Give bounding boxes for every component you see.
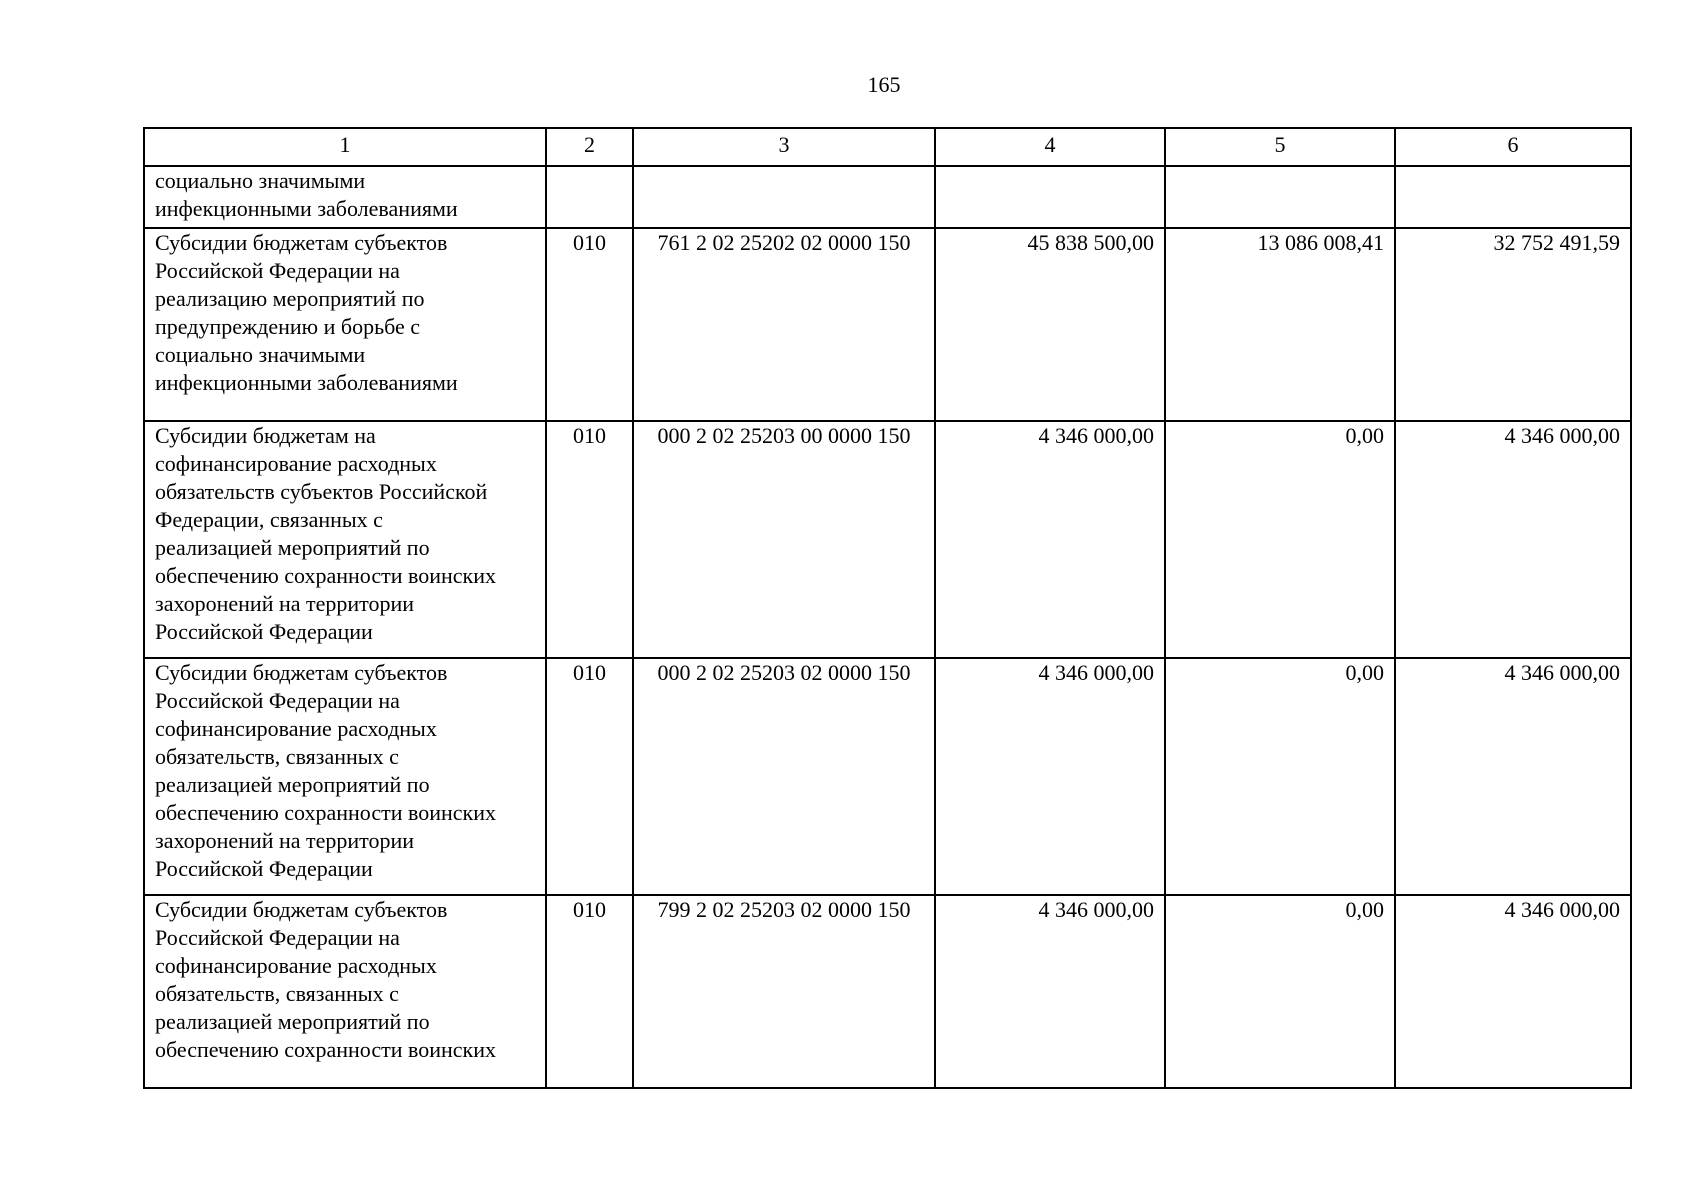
row-code-cell: 010 [546,658,633,895]
row-kbk-cell: 000 2 02 25203 00 0000 150 [633,421,935,658]
table-row [144,166,1631,228]
table-row [144,658,1631,895]
budget-table [143,127,1632,1089]
row-kbk-cell [633,166,935,228]
row-approved-cell: 4 346 000,00 [935,658,1165,895]
row-executed-cell: 13 086 008,41 [1165,228,1395,421]
row-name-cell [144,166,546,228]
column-header-3: 3 [633,128,935,166]
row-name-cell [144,658,546,895]
row-code-cell [546,166,633,228]
row-approved-cell: 4 346 000,00 [935,421,1165,658]
row-name-cell [144,228,546,421]
table-row [144,228,1631,421]
row-code-cell: 010 [546,895,633,1088]
row-code-cell: 010 [546,421,633,658]
row-name-text: Субсидии бюджетам на софинансирование расходных обязательств субъектов Российской Федерации, связанных с реализацией мероприятий по обеспечению сохранности воинских захоронений на территории Российской Федерации [155,423,497,644]
row-kbk-cell: 000 2 02 25203 02 0000 150 [633,658,935,895]
column-header-1: 1 [144,128,546,166]
row-kbk-cell: 799 2 02 25203 02 0000 150 [633,895,935,1088]
row-kbk-cell: 761 2 02 25202 02 0000 150 [633,228,935,421]
column-header-4: 4 [935,128,1165,166]
row-executed-cell: 0,00 [1165,658,1395,895]
row-executed-cell: 0,00 [1165,895,1395,1088]
row-unexecuted-cell: 4 346 000,00 [1395,658,1631,895]
row-name-cell [144,421,546,658]
row-name-cell [144,895,546,1088]
row-unexecuted-cell: 4 346 000,00 [1395,421,1631,658]
table-row [144,895,1631,1088]
row-name-text: Субсидии бюджетам субъектов Российской Федерации на софинансирование расходных обязательств, связанных с реализацией мероприятий по обеспечению сохранности воинских захоронений на территории Российской Федерации [155,660,497,881]
column-number-row [144,128,1631,166]
row-code-cell: 010 [546,228,633,421]
row-unexecuted-cell: 32 752 491,59 [1395,228,1631,421]
table-row [144,421,1631,658]
row-name-text: Субсидии бюджетам субъектов Российской Федерации на реализацию мероприятий по предупреждению и борьбе с социально значимыми инфекционными заболеваниями [155,230,458,395]
column-header-5: 5 [1165,128,1395,166]
page-number: 165 [867,72,901,97]
row-executed-cell: 0,00 [1165,421,1395,658]
column-header-2: 2 [546,128,633,166]
row-unexecuted-cell: 4 346 000,00 [1395,895,1631,1088]
row-executed-cell [1165,166,1395,228]
row-name-text: социально значимыми инфекционными заболеваниями [155,168,458,221]
row-unexecuted-cell [1395,166,1631,228]
row-approved-cell: 45 838 500,00 [935,228,1165,421]
row-approved-cell [935,166,1165,228]
row-name-text: Субсидии бюджетам субъектов Российской Федерации на софинансирование расходных обязательств, связанных с реализацией мероприятий по обеспечению сохранности воинских [155,897,497,1062]
row-approved-cell: 4 346 000,00 [935,895,1165,1088]
column-header-6: 6 [1395,128,1631,166]
